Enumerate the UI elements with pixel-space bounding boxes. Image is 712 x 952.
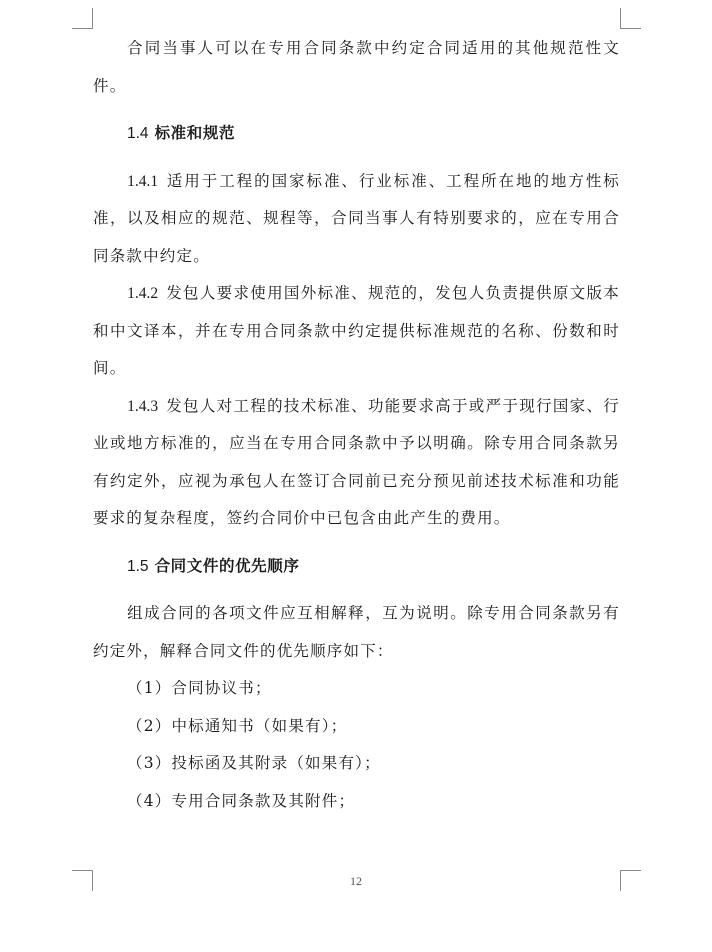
page-number: 12 — [350, 874, 362, 888]
list-item: （1）合同协议书； — [127, 679, 272, 697]
crop-mark-top-right — [620, 8, 641, 29]
clause-1-4-2: 1.4.2 发包人要求使用国外标准、规范的，发包人负责提供原文版本和中文译本，并在专用合同条款中约定提供标准规范的名称、份数和时间。 — [93, 284, 620, 377]
section-number: 1.5 — [127, 557, 149, 575]
list-item: （2）中标通知书（如果有）； — [127, 716, 348, 735]
clause-1-4-1: 1.4.1 适用于工程的国家标准、行业标准、工程所在地的地方性标准，以及相应的规范、规程等，合同当事人有特别要求的，应在专用合同条款中约定。 — [93, 171, 620, 265]
section-heading-1-5: 1.5 合同文件的优先顺序 — [127, 556, 300, 575]
clause-number: 1.4.1 — [127, 172, 159, 190]
list-item: （3）投标函及其附录（如果有）； — [127, 754, 381, 772]
paragraph: 组成合同的各项文件应互相解释，互为说明。除专用合同条款另有约定外，解释合同文件的优先顺序如下： — [93, 604, 620, 660]
section-heading-1-4: 1.4 标准和规范 — [127, 124, 236, 142]
list-item: （4）专用合同条款及其附件； — [127, 791, 356, 810]
crop-mark-top-left — [72, 8, 93, 29]
document-body — [93, 30, 620, 820]
section-number: 1.4 — [127, 125, 149, 142]
clause-number: 1.4.2 — [127, 285, 159, 302]
paragraph: 合同当事人可以在专用合同条款中约定合同适用的其他规范性文件。 — [93, 39, 620, 95]
clause-1-4-3: 1.4.3 发包人对工程的技术标准、功能要求高于或严于现行国家、行业或地方标准的，应当在专用合同条款中予以明确。除专用合同条款另有约定外，应视为承包人在签订合同前已充分预见前述技术标准和功能要求的复杂程度，签约合同价中已包含由此产生的费用。 — [93, 396, 620, 527]
clause-number: 1.4.3 — [127, 397, 159, 415]
